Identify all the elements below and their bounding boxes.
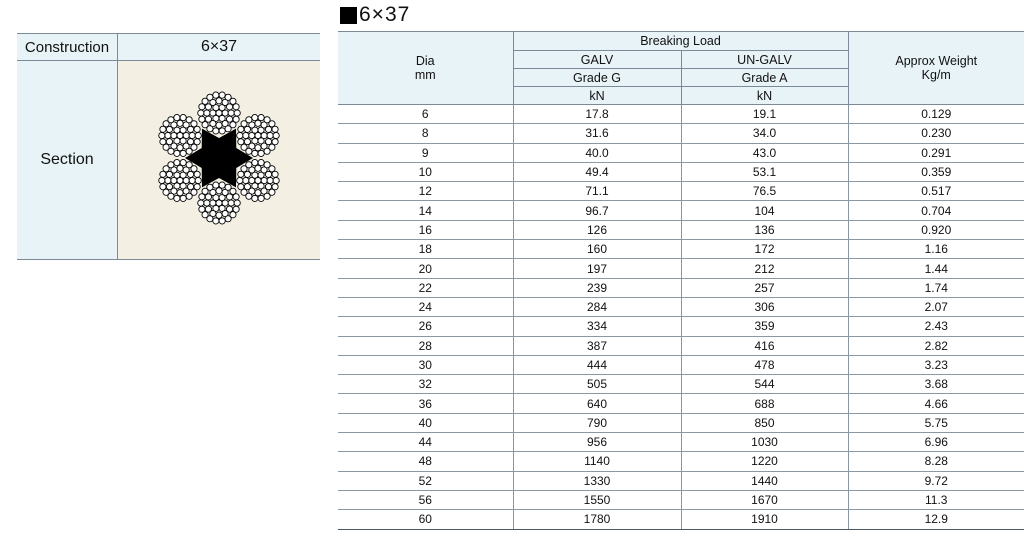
- grade-a-cell: 104: [681, 201, 848, 220]
- grade-a-cell: 359: [681, 317, 848, 336]
- rope-strand: [198, 181, 241, 223]
- galv-header: GALV: [513, 51, 681, 69]
- section-image-cell: [118, 61, 321, 260]
- dia-cell: 32: [338, 375, 513, 394]
- table-row: [338, 220, 1024, 239]
- dia-header-label: Dia: [415, 54, 435, 68]
- table-row: [338, 490, 1024, 509]
- grade-a-cell: 478: [681, 355, 848, 374]
- weight-cell: 6.96: [848, 433, 1024, 452]
- weight-cell: 11.3: [848, 490, 1024, 509]
- grade-g-cell: 640: [513, 394, 681, 413]
- kn-unit-a: kN: [681, 87, 848, 105]
- dia-cell: 16: [338, 220, 513, 239]
- weight-header-label: Approx Weight: [895, 54, 978, 68]
- dia-cell: 20: [338, 259, 513, 278]
- weight-cell: 3.23: [848, 355, 1024, 374]
- dia-cell: 8: [338, 124, 513, 143]
- breaking-load-table: [338, 31, 1024, 530]
- grade-g-cell: 197: [513, 259, 681, 278]
- rope-strand: [159, 114, 202, 156]
- weight-cell: 8.28: [848, 452, 1024, 471]
- kn-unit-g: kN: [513, 87, 681, 105]
- grade-g-cell: 1140: [513, 452, 681, 471]
- table-row: [338, 413, 1024, 432]
- dia-cell: 36: [338, 394, 513, 413]
- dia-unit-label: mm: [414, 68, 436, 82]
- weight-cell: 0.129: [848, 105, 1024, 124]
- square-bullet-icon: [340, 7, 357, 24]
- table-row: [338, 394, 1024, 413]
- breaking-load-header: Breaking Load: [513, 32, 848, 51]
- dia-cell: 6: [338, 105, 513, 124]
- rope-strand: [198, 91, 241, 133]
- dia-cell: 44: [338, 433, 513, 452]
- dia-cell: 22: [338, 278, 513, 297]
- rope-strand: [237, 159, 280, 201]
- table-row: [338, 201, 1024, 220]
- table-row: [338, 143, 1024, 162]
- grade-g-cell: 790: [513, 413, 681, 432]
- table-row: [338, 162, 1024, 181]
- grade-a-cell: 34.0: [681, 124, 848, 143]
- weight-cell: 12.9: [848, 510, 1024, 529]
- ungalv-header: UN-GALV: [681, 51, 848, 69]
- weight-cell: 0.359: [848, 162, 1024, 181]
- table-body: [338, 105, 1024, 530]
- table-row: [338, 433, 1024, 452]
- grade-a-cell: 544: [681, 375, 848, 394]
- grade-g-cell: 160: [513, 240, 681, 259]
- table-row: [338, 471, 1024, 490]
- construction-label: Construction: [17, 34, 118, 61]
- table-row: [338, 317, 1024, 336]
- table-row: [338, 182, 1024, 201]
- grade-a-cell: 850: [681, 413, 848, 432]
- weight-cell: 9.72: [848, 471, 1024, 490]
- grade-g-cell: 17.8: [513, 105, 681, 124]
- table-row: [338, 452, 1024, 471]
- grade-g-cell: 239: [513, 278, 681, 297]
- grade-a-cell: 1030: [681, 433, 848, 452]
- grade-a-cell: 257: [681, 278, 848, 297]
- weight-cell: 0.230: [848, 124, 1024, 143]
- dia-cell: 24: [338, 297, 513, 316]
- grade-a-cell: 53.1: [681, 162, 848, 181]
- grade-a-cell: 416: [681, 336, 848, 355]
- grade-g-cell: 444: [513, 355, 681, 374]
- grade-a-header: Grade A: [681, 69, 848, 87]
- construction-spec-table: [17, 33, 320, 260]
- grade-g-header: Grade G: [513, 69, 681, 87]
- weight-header: [848, 32, 1024, 105]
- grade-g-cell: 387: [513, 336, 681, 355]
- rope-strand: [237, 114, 280, 156]
- dia-cell: 14: [338, 201, 513, 220]
- dia-cell: 10: [338, 162, 513, 181]
- table-row: [338, 336, 1024, 355]
- grade-g-cell: 956: [513, 433, 681, 452]
- dia-cell: 52: [338, 471, 513, 490]
- grade-g-cell: 1550: [513, 490, 681, 509]
- table-row: [338, 240, 1024, 259]
- grade-a-cell: 43.0: [681, 143, 848, 162]
- dia-cell: 28: [338, 336, 513, 355]
- table-row: [338, 297, 1024, 316]
- grade-a-cell: 19.1: [681, 105, 848, 124]
- table-row: [338, 259, 1024, 278]
- weight-cell: 1.16: [848, 240, 1024, 259]
- grade-a-cell: 76.5: [681, 182, 848, 201]
- grade-a-cell: 306: [681, 297, 848, 316]
- grade-a-cell: 1670: [681, 490, 848, 509]
- grade-a-cell: 1220: [681, 452, 848, 471]
- weight-cell: 5.75: [848, 413, 1024, 432]
- weight-cell: 2.43: [848, 317, 1024, 336]
- grade-g-cell: 49.4: [513, 162, 681, 181]
- dia-cell: 56: [338, 490, 513, 509]
- dia-header: [338, 32, 513, 105]
- table-row: [338, 278, 1024, 297]
- weight-cell: 0.291: [848, 143, 1024, 162]
- weight-cell: 0.920: [848, 220, 1024, 239]
- weight-cell: 1.74: [848, 278, 1024, 297]
- weight-cell: 0.517: [848, 182, 1024, 201]
- grade-g-cell: 31.6: [513, 124, 681, 143]
- weight-cell: 2.07: [848, 297, 1024, 316]
- dia-cell: 60: [338, 510, 513, 529]
- grade-a-cell: 1910: [681, 510, 848, 529]
- grade-a-cell: 688: [681, 394, 848, 413]
- grade-g-cell: 284: [513, 297, 681, 316]
- weight-cell: 3.68: [848, 375, 1024, 394]
- table-row: [338, 510, 1024, 529]
- grade-a-cell: 172: [681, 240, 848, 259]
- grade-a-cell: 1440: [681, 471, 848, 490]
- dia-cell: 40: [338, 413, 513, 432]
- grade-g-cell: 505: [513, 375, 681, 394]
- grade-g-cell: 71.1: [513, 182, 681, 201]
- weight-cell: 1.44: [848, 259, 1024, 278]
- grade-g-cell: 40.0: [513, 143, 681, 162]
- weight-cell: 2.82: [848, 336, 1024, 355]
- grade-g-cell: 1330: [513, 471, 681, 490]
- weight-cell: 0.704: [848, 201, 1024, 220]
- grade-g-cell: 334: [513, 317, 681, 336]
- section-label: Section: [17, 61, 118, 260]
- weight-unit-label: Kg/m: [921, 68, 951, 82]
- dia-cell: 12: [338, 182, 513, 201]
- page-title-text: 6×37: [359, 3, 411, 26]
- table-row: [338, 375, 1024, 394]
- rope-strand: [159, 159, 202, 201]
- rope-cross-section-image: [144, 83, 294, 233]
- weight-cell: 4.66: [848, 394, 1024, 413]
- grade-a-cell: 136: [681, 220, 848, 239]
- dia-cell: 26: [338, 317, 513, 336]
- dia-cell: 18: [338, 240, 513, 259]
- dia-cell: 48: [338, 452, 513, 471]
- grade-g-cell: 126: [513, 220, 681, 239]
- grade-g-cell: 1780: [513, 510, 681, 529]
- table-row: [338, 355, 1024, 374]
- construction-value: 6×37: [118, 34, 321, 61]
- page-title: [340, 3, 410, 27]
- grade-a-cell: 212: [681, 259, 848, 278]
- table-row: [338, 105, 1024, 124]
- dia-cell: 30: [338, 355, 513, 374]
- dia-cell: 9: [338, 143, 513, 162]
- table-row: [338, 124, 1024, 143]
- grade-g-cell: 96.7: [513, 201, 681, 220]
